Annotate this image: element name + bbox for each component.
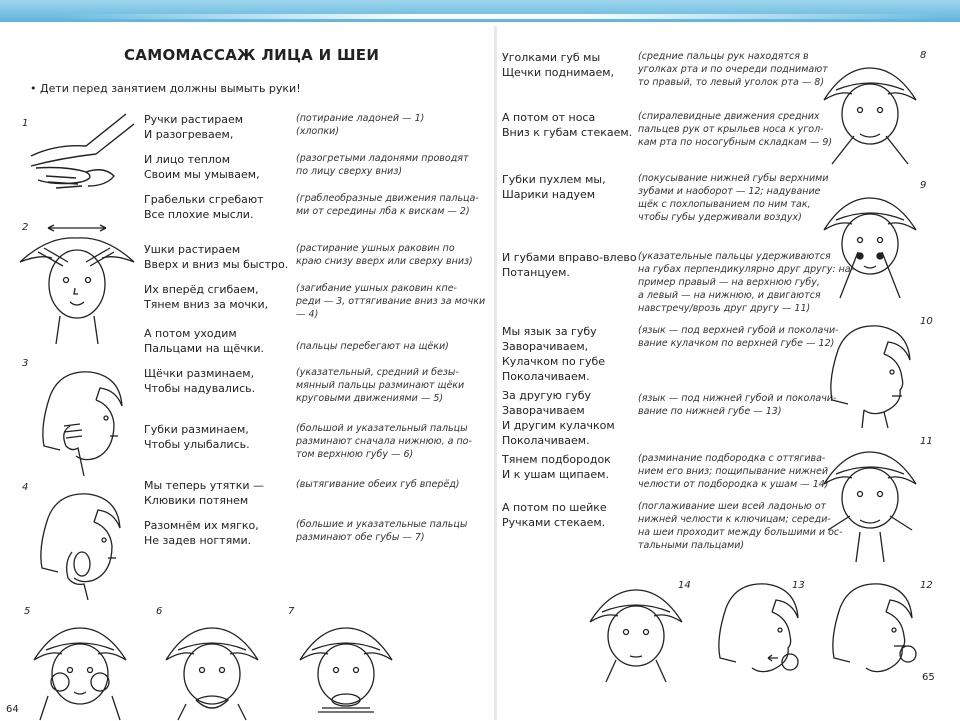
verse-note: (покусывание нижней губы верхними зубами и наоборот — 12; надувание щёк с похлопыванием по ним так, чтобы губы удерживали воздух) — [638, 173, 829, 223]
figure-number: 6 — [156, 606, 163, 617]
verse-note: (загибание ушных раковин кпе- реди — 3, оттягивание вниз за мочки — 4) — [296, 283, 486, 320]
top-bar-highlight — [60, 14, 940, 19]
figure-number: 4 — [22, 482, 29, 493]
figure-number: 8 — [920, 50, 927, 61]
verse-text: И лицо теплом Своим мы умываем, — [144, 153, 260, 181]
ears-massage-illustration — [30, 366, 130, 481]
tongue-lower-lip-illustration — [706, 578, 806, 688]
verse-text: Грабельки сгребают Все плохие мысли. — [144, 193, 264, 221]
verse-note: (спиралевидные движения средних пальцев рук от крыльев носа к угол- кам рта по носогубным складкам — 9) — [638, 111, 833, 148]
verse-note: (указательные пальцы удерживаются на губах перпендикулярно друг другу: на- пример правый — на верхнюю губу, а левый — на нижнюю, и двигаются навстречу/врозь друг другу — 11) — [638, 251, 855, 314]
verse-note: (большой и указательный пальцы разминают сначала нижнюю, а по- том верхнюю губу — 6) — [296, 423, 472, 460]
verse-note: (растирание ушных раковин по краю снизу вверх или сверху вниз) — [296, 243, 473, 267]
duck-lips-illustration — [296, 616, 396, 721]
verse-note: (потирание ладоней — 1) (хлопки) — [296, 113, 425, 137]
verse-text: Уголками губ мы Щечки поднимаем, — [502, 51, 615, 79]
figure-number: 1 — [22, 118, 29, 129]
page-title: САМОМАССАЖ ЛИЦА И ШЕИ — [124, 46, 380, 64]
profile-face-illustration — [818, 320, 918, 430]
verse-text: Ручки растираем И разогреваем, — [144, 113, 244, 141]
nose-to-lips-illustration — [820, 186, 920, 301]
verse-text: А потом от носа Вниз к губам стекаем. — [502, 111, 633, 139]
cheeks-massage-illustration — [30, 616, 130, 721]
verse-text: А потом уходим Пальцами на щёчки. — [144, 327, 265, 355]
figure-number: 13 — [792, 580, 805, 591]
lips-dance-illustration — [820, 440, 920, 565]
figure-number: 3 — [22, 358, 29, 369]
verse-note: (язык — под верхней губой и поколачи- вание кулачком по верхней губе — 12) — [638, 325, 839, 349]
tongue-upper-lip-illustration — [820, 578, 920, 688]
left-page — [0, 26, 492, 720]
figure-number: 10 — [920, 316, 933, 327]
verse-note: (язык — под нижней губой и поколачи- вание по нижней губе — 13) — [638, 393, 837, 417]
verse-note: (указательный, средний и безы- мянный пальцы разминают щёки круговыми движениями — 5) — [296, 367, 465, 404]
verse-text: Мы язык за губу Заворачиваем, Кулачком по губе Поколачиваем. — [502, 325, 606, 383]
page-number: 65 — [922, 672, 935, 683]
lip-corners-illustration — [820, 56, 920, 166]
verse-note: (граблеобразные движения пальца- ми от середины лба к вискам — 2) — [296, 193, 479, 217]
verse-note: (пальцы перебегают на щёки) — [296, 341, 449, 352]
right-page — [498, 26, 960, 720]
verse-text: А потом по шейке Ручками стекаем. — [502, 501, 607, 529]
verse-text: Щёчки разминаем, Чтобы надувались. — [144, 367, 256, 395]
verse-text: Губки пухлем мы, Шарики надуем — [502, 173, 606, 201]
forehead-massage-illustration — [18, 222, 136, 347]
verse-text: И губами вправо-влево Потанцуем. — [502, 251, 637, 279]
verse-text: За другую губу Заворачиваем И другим кулачком Поколачиваем. — [502, 389, 615, 447]
chin-pinch-illustration — [586, 578, 686, 688]
verse-text: Ушки растираем Вверх и вниз мы быстро. — [144, 243, 289, 271]
verse-note: (поглаживание шеи всей ладонью от нижней челюсти к ключицам; середи- на шеи проходит между большими и ос- тальными пальцами) — [638, 501, 843, 551]
verse-note: (вытягивание обеих губ вперёд) — [296, 479, 460, 490]
slide-top-bar — [0, 0, 960, 22]
figure-number: 5 — [24, 606, 31, 617]
verse-note: (средние пальцы рук находятся в уголках рта и по очереди поднимают то правый, то левый уголок рта — 8) — [638, 51, 828, 88]
verse-text: Губки разминаем, Чтобы улыбались. — [144, 423, 250, 451]
verse-text: Тянем подбородок И к ушам щипаем. — [502, 453, 611, 481]
figure-number: 12 — [920, 580, 933, 591]
figure-number: 9 — [920, 180, 927, 191]
verse-note: (разогретыми ладонями проводят по лицу сверху вниз) — [296, 153, 469, 177]
page-number: 64 — [6, 704, 19, 715]
intro-note: • Дети перед занятием должны вымыть руки! — [30, 82, 301, 95]
figure-number: 2 — [22, 222, 29, 233]
figure-number: 11 — [920, 436, 933, 447]
verse-note: (большие и указательные пальцы разминают обе губы — 7) — [296, 519, 468, 543]
figure-number: 14 — [678, 580, 691, 591]
hands-rubbing-illustration — [26, 106, 136, 196]
lips-massage-illustration — [162, 616, 262, 721]
verse-text: Их вперёд сгибаем, Тянем вниз за мочки, — [144, 283, 269, 311]
page-gutter — [494, 26, 497, 720]
figure-number: 7 — [288, 606, 295, 617]
verse-text: Разомнём их мягко, Не задев ногтями. — [144, 519, 259, 547]
verse-note: (разминание подбородка с оттягива- нием его вниз; пощипывание нижней челюсти от подбородка к ушам — 14) — [638, 453, 829, 490]
ear-lobes-illustration — [28, 488, 128, 603]
verse-text: Мы теперь утятки — Клювики потянем — [144, 479, 265, 507]
